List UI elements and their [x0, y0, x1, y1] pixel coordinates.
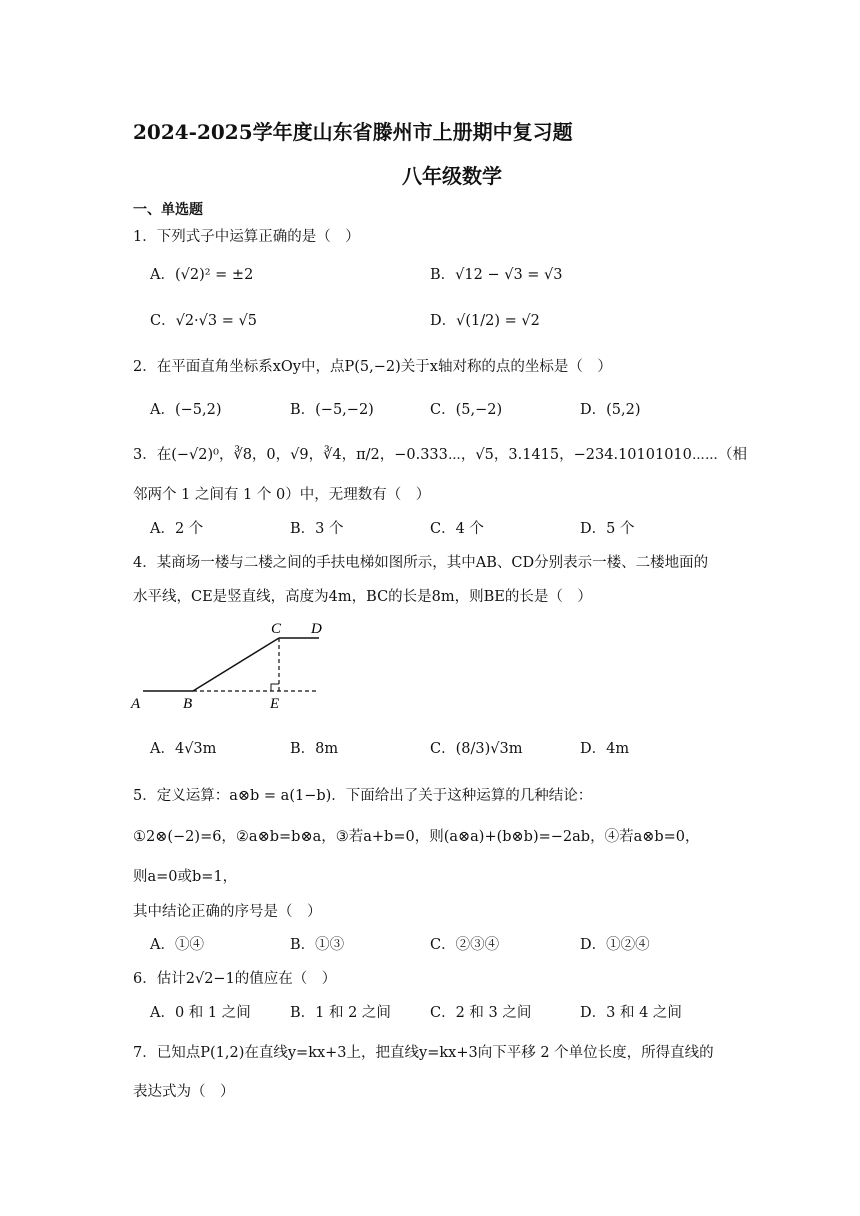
question-3-stem-line1: 3．在(−√2)⁰，∛8，0，√9，∛4，π/2，−0.333⋯，√5，3.1415，−234.10101010⋯⋯（相	[133, 447, 747, 463]
question-5-stem-line3: 则a=0或b=1，	[133, 869, 238, 885]
question-4-stem-line2: 水平线，CE是竖直线，高度为4m，BC的长是8m，则BE的长是（ ）	[133, 589, 592, 605]
question-2-stem: 2．在平面直角坐标系xOy中，点P(5,−2)关于x轴对称的点的坐标是（ ）	[133, 359, 612, 375]
label-b: B	[183, 696, 193, 712]
escalator-line-bc	[193, 638, 279, 691]
label-e: E	[270, 696, 280, 712]
q2-option-a: A．(−5,2)	[150, 402, 222, 418]
label-a: A	[131, 696, 141, 712]
q1-option-b: B．√12 − √3 = √3	[430, 267, 563, 283]
q6-option-c: C．2 和 3 之间	[430, 1005, 532, 1021]
q6-option-a: A．0 和 1 之间	[150, 1005, 251, 1021]
question-7-stem-line1: 7．已知点P(1,2)在直线y=kx+3上，把直线y=kx+3向下平移 2 个单位长度，所得直线的	[133, 1045, 714, 1061]
question-4-stem-line1: 4．某商场一楼与二楼之间的手扶电梯如图所示，其中AB、CD分别表示一楼、二楼地面的	[133, 555, 709, 571]
q5-option-c: C．②③④	[430, 937, 500, 953]
right-angle-mark	[271, 684, 279, 691]
doc-title: 2024-2025学年度山东省滕州市上册期中复习题	[133, 120, 573, 144]
section-heading: 一、单选题	[133, 202, 203, 218]
question-5-stem-line4: 其中结论正确的序号是（ ）	[133, 904, 322, 920]
q3-option-c: C．4 个	[430, 521, 484, 537]
q6-option-b: B．1 和 2 之间	[290, 1005, 391, 1021]
q3-option-d: D．5 个	[580, 521, 635, 537]
q4-option-a: A．4√3m	[150, 741, 217, 757]
q4-option-d: D．4m	[580, 741, 630, 757]
question-1-stem: 1．下列式子中运算正确的是（ ）	[133, 229, 360, 245]
q1-option-a: A．(√2)² = ±2	[150, 267, 254, 283]
question-5-stem-line1: 5．定义运算：a⊗b = a(1−b)．下面给出了关于这种运算的几种结论：	[133, 788, 593, 804]
q5-option-b: B．①③	[290, 937, 345, 953]
q4-option-c: C．(8/3)√3m	[430, 741, 523, 757]
q2-option-c: C．(5,−2)	[430, 402, 503, 418]
q2-option-b: B．(−5,−2)	[290, 402, 374, 418]
question-6-stem: 6．估计2√2−1的值应在（ ）	[133, 971, 337, 987]
label-d: D	[311, 621, 322, 637]
question-3-stem-line2: 邻两个 1 之间有 1 个 0）中，无理数有（ ）	[133, 487, 431, 503]
q6-option-d: D．3 和 4 之间	[580, 1005, 682, 1021]
question-5-stem-line2: ①2⊗(−2)=6，②a⊗b=b⊗a，③若a+b=0，则(a⊗a)+(b⊗b)=−2ab，④若a⊗b=0，	[133, 829, 700, 845]
q1-option-c: C．√2·√3 = √5	[150, 313, 257, 329]
q3-option-a: A．2 个	[150, 521, 204, 537]
doc-subtitle: 八年级数学	[402, 164, 502, 188]
q1-option-d: D．√(1/2) = √2	[430, 313, 540, 329]
question-7-stem-line2: 表达式为（ ）	[133, 1084, 235, 1100]
escalator-figure	[125, 615, 335, 715]
q3-option-b: B．3 个	[290, 521, 344, 537]
q4-option-b: B．8m	[290, 741, 339, 757]
q2-option-d: D．(5,2)	[580, 402, 641, 418]
q5-option-a: A．①④	[150, 937, 204, 953]
label-c: C	[271, 621, 282, 637]
q5-option-d: D．①②④	[580, 937, 650, 953]
